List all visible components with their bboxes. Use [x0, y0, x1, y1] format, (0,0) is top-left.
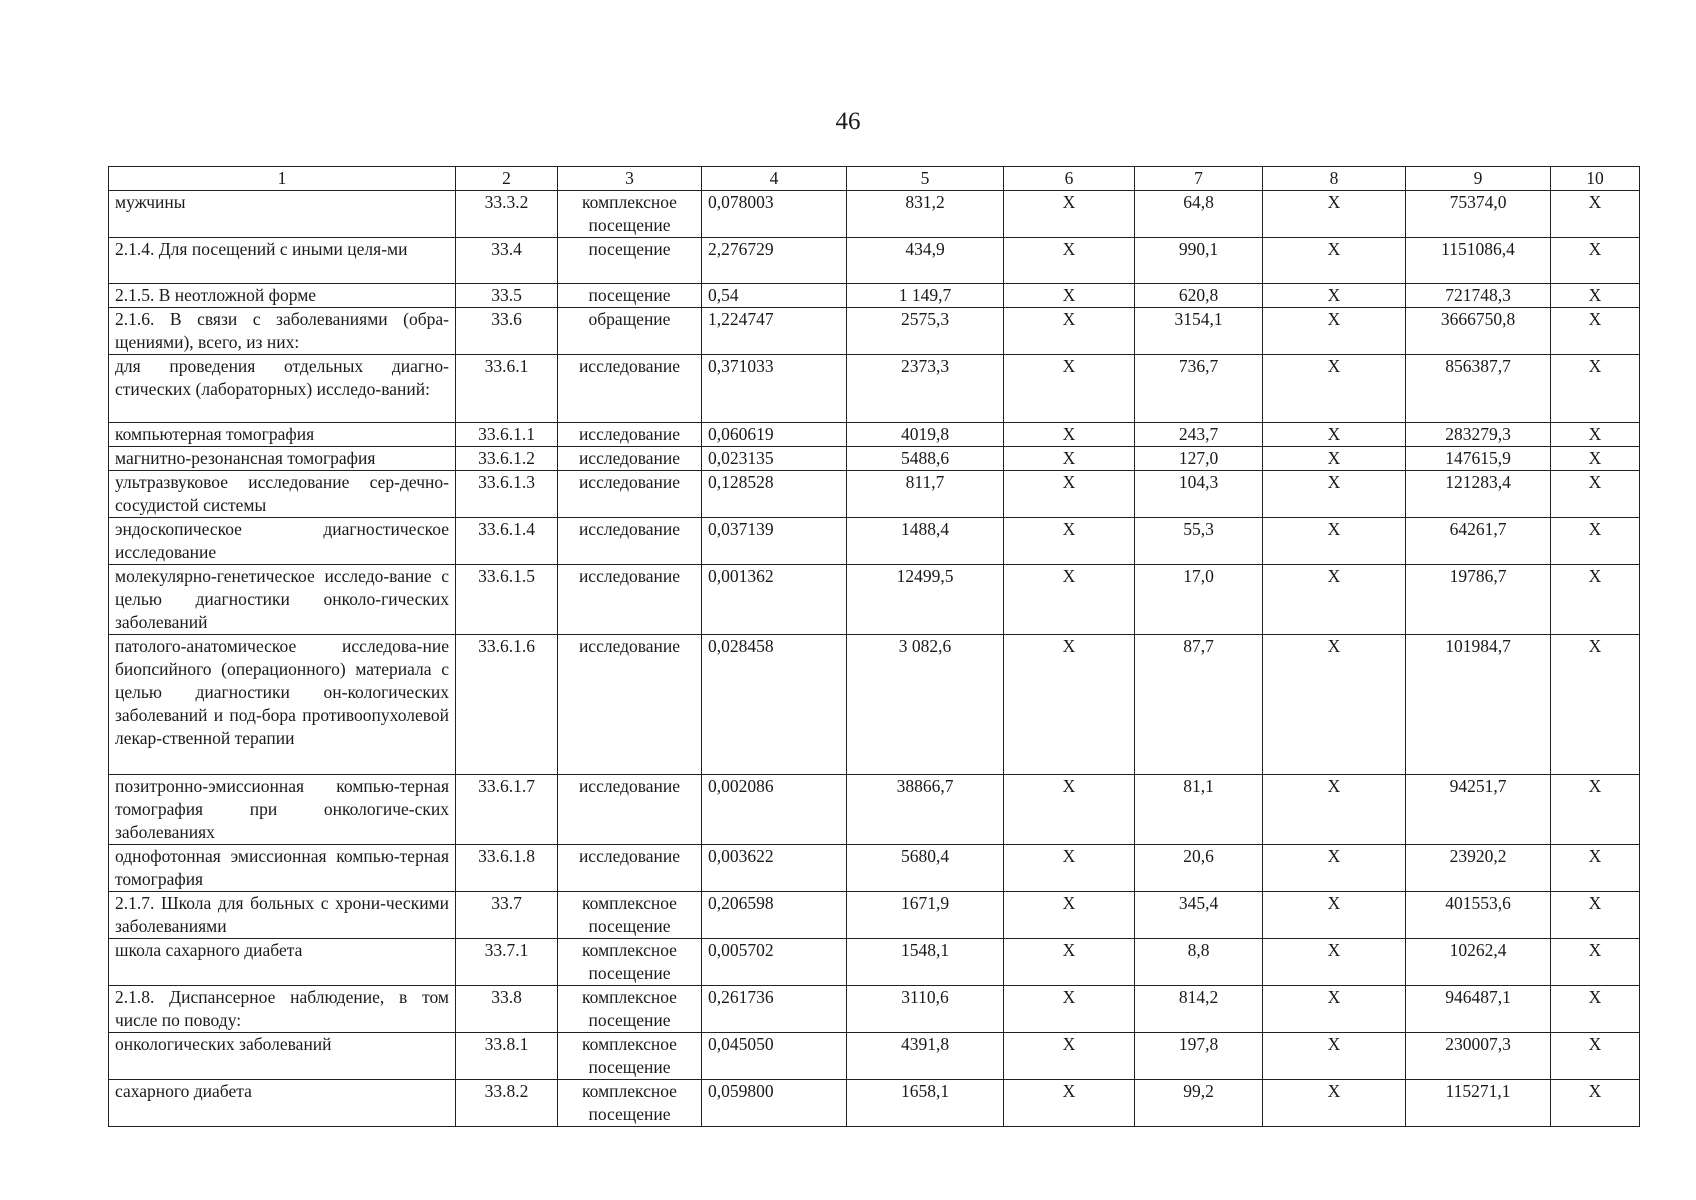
table-cell: X: [1551, 471, 1640, 518]
table-cell: 3 082,6: [847, 635, 1004, 775]
table-cell: 3666750,8: [1406, 308, 1551, 355]
table-cell: 81,1: [1135, 775, 1263, 845]
table-cell: X: [1551, 939, 1640, 986]
table-cell: 401553,6: [1406, 892, 1551, 939]
table-cell: 2.1.7. Школа для больных с хрони-ческими заболеваниями: [109, 892, 456, 939]
table-cell: 115271,1: [1406, 1080, 1551, 1127]
table-cell: комплексное посещение: [558, 1033, 702, 1080]
table-row: [109, 892, 1640, 939]
table-cell: 0,028458: [702, 635, 847, 775]
table-cell: 620,8: [1135, 284, 1263, 308]
table-cell: X: [1004, 1080, 1135, 1127]
table-cell: 0,128528: [702, 471, 847, 518]
table-cell: X: [1263, 845, 1406, 892]
table-cell: 2.1.8. Диспансерное наблюдение, в том числе по поводу:: [109, 986, 456, 1033]
table-cell: 990,1: [1135, 238, 1263, 284]
table-cell: 3154,1: [1135, 308, 1263, 355]
table-cell: X: [1551, 447, 1640, 471]
table-cell: 127,0: [1135, 447, 1263, 471]
table-cell: 0,078003: [702, 191, 847, 238]
table-row: [109, 447, 1640, 471]
table-cell: 2.1.5. В неотложной форме: [109, 284, 456, 308]
table-cell: X: [1263, 892, 1406, 939]
table-cell: 38866,7: [847, 775, 1004, 845]
table-body: [109, 191, 1640, 1127]
table-cell: 12499,5: [847, 565, 1004, 635]
table-cell: школа сахарного диабета: [109, 939, 456, 986]
table-cell: обращение: [558, 308, 702, 355]
table-cell: 2575,3: [847, 308, 1004, 355]
table-row: [109, 1080, 1640, 1127]
table-cell: 19786,7: [1406, 565, 1551, 635]
table-cell: X: [1004, 775, 1135, 845]
table-cell: 0,261736: [702, 986, 847, 1033]
table-cell: 23920,2: [1406, 845, 1551, 892]
table-cell: 345,4: [1135, 892, 1263, 939]
table-row: [109, 565, 1640, 635]
table-cell: 64,8: [1135, 191, 1263, 238]
table-cell: 5680,4: [847, 845, 1004, 892]
table-cell: исследование: [558, 355, 702, 423]
table-cell: 33.7.1: [456, 939, 558, 986]
table-row: [109, 284, 1640, 308]
table-cell: 2.1.4. Для посещений с иными целя-ми: [109, 238, 456, 284]
table-cell: X: [1004, 635, 1135, 775]
table-cell: 17,0: [1135, 565, 1263, 635]
table-cell: 8,8: [1135, 939, 1263, 986]
table-cell: компьютерная томография: [109, 423, 456, 447]
table-cell: 94251,7: [1406, 775, 1551, 845]
table-cell: 0,059800: [702, 1080, 847, 1127]
table-cell: 33.6.1.4: [456, 518, 558, 565]
table-row: [109, 845, 1640, 892]
table-cell: позитронно-эмиссионная компью-терная томография при онкологиче-ских заболеваниях: [109, 775, 456, 845]
table-cell: 33.6.1.7: [456, 775, 558, 845]
table-cell: X: [1004, 447, 1135, 471]
header-cell: 1: [109, 167, 456, 191]
table-cell: X: [1263, 284, 1406, 308]
table-cell: 4391,8: [847, 1033, 1004, 1080]
table-cell: 0,371033: [702, 355, 847, 423]
table-cell: комплексное посещение: [558, 191, 702, 238]
table-row: [109, 986, 1640, 1033]
table-row: [109, 518, 1640, 565]
table-cell: исследование: [558, 518, 702, 565]
table-cell: 4019,8: [847, 423, 1004, 447]
table-cell: X: [1551, 635, 1640, 775]
header-cell: 9: [1406, 167, 1551, 191]
header-cell: 7: [1135, 167, 1263, 191]
table-cell: сахарного диабета: [109, 1080, 456, 1127]
table-cell: 0,037139: [702, 518, 847, 565]
table-cell: исследование: [558, 775, 702, 845]
table-cell: эндоскопическое диагностическое исследование: [109, 518, 456, 565]
table-row: [109, 191, 1640, 238]
page-number: 46: [835, 108, 861, 135]
table-cell: комплексное посещение: [558, 939, 702, 986]
table-cell: X: [1551, 845, 1640, 892]
table-row: [109, 308, 1640, 355]
table-cell: 3110,6: [847, 986, 1004, 1033]
table-cell: исследование: [558, 635, 702, 775]
table-cell: для проведения отдельных диагно-стических (лабораторных) исследо-ваний:: [109, 355, 456, 423]
header-cell: 4: [702, 167, 847, 191]
table-cell: 33.5: [456, 284, 558, 308]
header-cell: 2: [456, 167, 558, 191]
table-cell: X: [1263, 471, 1406, 518]
header-cell: 6: [1004, 167, 1135, 191]
table-cell: X: [1004, 518, 1135, 565]
table-cell: 147615,9: [1406, 447, 1551, 471]
header-cell: 5: [847, 167, 1004, 191]
table-cell: 0,060619: [702, 423, 847, 447]
table-row: [109, 355, 1640, 423]
table-cell: 101984,7: [1406, 635, 1551, 775]
header-cell: 10: [1551, 167, 1640, 191]
table-cell: 33.6.1.8: [456, 845, 558, 892]
table-cell: X: [1263, 308, 1406, 355]
table-cell: 811,7: [847, 471, 1004, 518]
table-cell: 0,206598: [702, 892, 847, 939]
table-row: [109, 423, 1640, 447]
table-cell: 736,7: [1135, 355, 1263, 423]
table-cell: молекулярно-генетическое исследо-вание с целью диагностики онколо-гических заболеваний: [109, 565, 456, 635]
table-cell: X: [1551, 1033, 1640, 1080]
table-cell: 243,7: [1135, 423, 1263, 447]
table-cell: 33.6.1.5: [456, 565, 558, 635]
table-cell: 1671,9: [847, 892, 1004, 939]
table-cell: 33.6: [456, 308, 558, 355]
table-cell: 946487,1: [1406, 986, 1551, 1033]
header-cell: 8: [1263, 167, 1406, 191]
table-cell: 2.1.6. В связи с заболеваниями (обра-щениями), всего, из них:: [109, 308, 456, 355]
table-cell: X: [1263, 518, 1406, 565]
table-cell: посещение: [558, 284, 702, 308]
table-cell: X: [1004, 986, 1135, 1033]
table-cell: X: [1551, 892, 1640, 939]
table-cell: 0,002086: [702, 775, 847, 845]
table-cell: 55,3: [1135, 518, 1263, 565]
table-cell: 721748,3: [1406, 284, 1551, 308]
table-cell: X: [1263, 635, 1406, 775]
table-cell: 1 149,7: [847, 284, 1004, 308]
table-cell: 33.6.1.3: [456, 471, 558, 518]
table-cell: ультразвуковое исследование сер-дечно-сосудистой системы: [109, 471, 456, 518]
table-cell: 230007,3: [1406, 1033, 1551, 1080]
table-cell: 20,6: [1135, 845, 1263, 892]
table-cell: X: [1004, 565, 1135, 635]
table-cell: 64261,7: [1406, 518, 1551, 565]
table-cell: 2,276729: [702, 238, 847, 284]
table-cell: X: [1263, 1033, 1406, 1080]
table-cell: X: [1263, 423, 1406, 447]
table-cell: X: [1551, 423, 1640, 447]
table-cell: X: [1263, 939, 1406, 986]
table-cell: X: [1004, 845, 1135, 892]
table-cell: 1,224747: [702, 308, 847, 355]
table-row: [109, 939, 1640, 986]
table-cell: комплексное посещение: [558, 892, 702, 939]
table-cell: 814,2: [1135, 986, 1263, 1033]
table-cell: 121283,4: [1406, 471, 1551, 518]
table-cell: исследование: [558, 447, 702, 471]
table-cell: 99,2: [1135, 1080, 1263, 1127]
table-cell: 33.6.1: [456, 355, 558, 423]
table-cell: X: [1551, 355, 1640, 423]
table-cell: комплексное посещение: [558, 1080, 702, 1127]
table-cell: X: [1263, 565, 1406, 635]
table-cell: мужчины: [109, 191, 456, 238]
table-cell: 33.7: [456, 892, 558, 939]
table-cell: исследование: [558, 845, 702, 892]
table-cell: X: [1551, 518, 1640, 565]
table-cell: 33.3.2: [456, 191, 558, 238]
table-cell: 1548,1: [847, 939, 1004, 986]
table-cell: 0,023135: [702, 447, 847, 471]
table-cell: 33.8.1: [456, 1033, 558, 1080]
table-cell: 0,045050: [702, 1033, 847, 1080]
table-cell: X: [1263, 447, 1406, 471]
table-cell: магнитно-резонансная томография: [109, 447, 456, 471]
table-cell: однофотонная эмиссионная компью-терная томография: [109, 845, 456, 892]
table-cell: X: [1004, 191, 1135, 238]
table-cell: 5488,6: [847, 447, 1004, 471]
table-cell: 1488,4: [847, 518, 1004, 565]
table-cell: 75374,0: [1406, 191, 1551, 238]
table-cell: 1151086,4: [1406, 238, 1551, 284]
table-cell: 33.6.1.6: [456, 635, 558, 775]
table-cell: X: [1004, 939, 1135, 986]
table-cell: X: [1004, 284, 1135, 308]
table-cell: X: [1004, 471, 1135, 518]
table-cell: X: [1551, 238, 1640, 284]
table-cell: 434,9: [847, 238, 1004, 284]
table-cell: 33.6.1.2: [456, 447, 558, 471]
table-row: [109, 238, 1640, 284]
table-cell: X: [1004, 892, 1135, 939]
table-cell: X: [1551, 191, 1640, 238]
table-cell: 0,003622: [702, 845, 847, 892]
table-cell: посещение: [558, 238, 702, 284]
table-cell: X: [1004, 238, 1135, 284]
table-cell: X: [1263, 775, 1406, 845]
table-row: [109, 471, 1640, 518]
table-cell: 33.8: [456, 986, 558, 1033]
table-cell: X: [1263, 1080, 1406, 1127]
table-cell: 0,005702: [702, 939, 847, 986]
table-cell: X: [1551, 308, 1640, 355]
table-cell: X: [1004, 423, 1135, 447]
table-row: [109, 1033, 1640, 1080]
table-cell: 87,7: [1135, 635, 1263, 775]
table-cell: 1658,1: [847, 1080, 1004, 1127]
table-cell: X: [1551, 1080, 1640, 1127]
table-cell: исследование: [558, 423, 702, 447]
table-cell: патолого-анатомическое исследова-ние биопсийного (операционного) материала с целью диагностики он-кологических заболеваний и под-бора противоопухолевой лекар-ственной терапии: [109, 635, 456, 775]
table-header-row: [109, 167, 1640, 191]
table-cell: X: [1263, 238, 1406, 284]
table-row: [109, 635, 1640, 775]
table-cell: X: [1551, 775, 1640, 845]
table-cell: исследование: [558, 565, 702, 635]
table-cell: 10262,4: [1406, 939, 1551, 986]
table-cell: 2373,3: [847, 355, 1004, 423]
table-cell: X: [1551, 986, 1640, 1033]
table-cell: 104,3: [1135, 471, 1263, 518]
table-cell: онкологических заболеваний: [109, 1033, 456, 1080]
table-cell: 33.8.2: [456, 1080, 558, 1127]
table-cell: X: [1263, 355, 1406, 423]
table-cell: 0,001362: [702, 565, 847, 635]
table-cell: 283279,3: [1406, 423, 1551, 447]
table-cell: X: [1263, 986, 1406, 1033]
table-cell: 33.4: [456, 238, 558, 284]
table-cell: X: [1551, 284, 1640, 308]
table-cell: X: [1551, 565, 1640, 635]
table-cell: X: [1004, 1033, 1135, 1080]
table-cell: 0,54: [702, 284, 847, 308]
table-cell: X: [1004, 355, 1135, 423]
table-row: [109, 775, 1640, 845]
table-cell: X: [1004, 308, 1135, 355]
table-cell: X: [1263, 191, 1406, 238]
data-table: [108, 166, 1640, 1127]
table-cell: исследование: [558, 471, 702, 518]
table-cell: 33.6.1.1: [456, 423, 558, 447]
table-cell: 831,2: [847, 191, 1004, 238]
table-cell: 856387,7: [1406, 355, 1551, 423]
header-cell: 3: [558, 167, 702, 191]
table-cell: 197,8: [1135, 1033, 1263, 1080]
table-cell: комплексное посещение: [558, 986, 702, 1033]
